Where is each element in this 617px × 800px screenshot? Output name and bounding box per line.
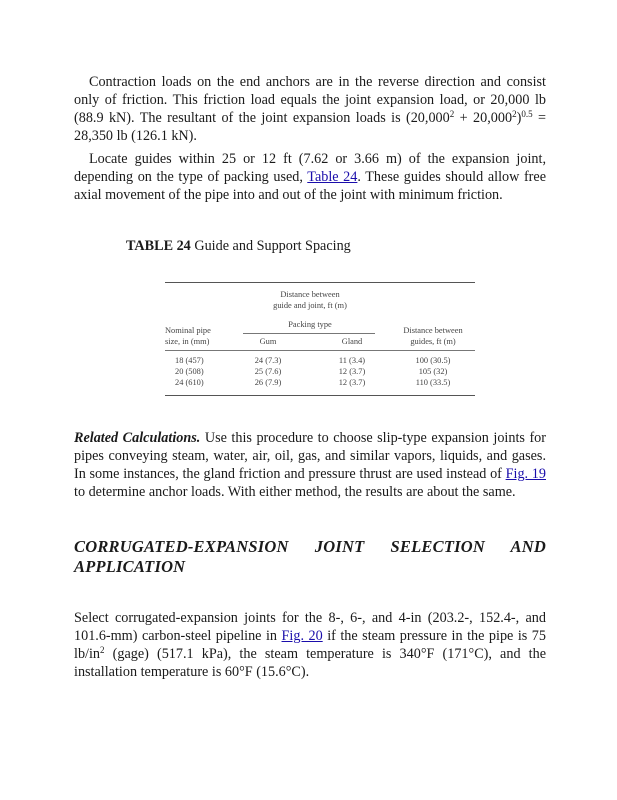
table-bottom-rule — [165, 395, 475, 396]
paragraph-related-calculations — [74, 429, 546, 501]
row2-nominal: 20 (508) — [175, 367, 204, 376]
paragraph-locate-guides — [74, 150, 546, 204]
fig-20-link[interactable]: Fig. 20 — [281, 628, 323, 644]
header-distance-guide-line1: Distance between — [280, 290, 340, 299]
section-heading-line1: CORRUGATED-EXPANSION JOINT SELECTION AND — [74, 537, 546, 556]
para1-sup-b: 2 — [512, 109, 517, 119]
para2-text-b: . These guides should allow free axial movement of the pipe into and out of the joint with minimum friction. — [74, 169, 546, 203]
row2-guides: 105 (32) — [418, 367, 448, 376]
header-distance-guide-line2: guide and joint, ft (m) — [273, 301, 347, 310]
header-nominal-line2: size, in (mm) — [165, 337, 210, 346]
row3-gum: 26 (7.9) — [254, 378, 282, 387]
para4-text-c: (gage) (517.1 kPa), the steam temperature is 340°F (171°C), and the installation temperature is 60°F (15.6°C). — [74, 646, 546, 680]
header-nominal-line1: Nominal pipe — [165, 326, 211, 335]
para1-text-c: ) — [516, 110, 522, 126]
table-caption — [126, 237, 351, 255]
paragraph-select-joints — [74, 609, 546, 681]
related-calculations-lead: Related Calculations. — [74, 430, 201, 446]
para1-text-b: + 20,000 — [454, 110, 513, 126]
para4-text-a: Select corrugated-expansion joints for the 8-, 6-, and 4-in (203.2-, 152.4-, and 101.6-mm) carbon-steel pipeline in — [74, 610, 546, 644]
para1-sup-a: 2 — [449, 109, 455, 119]
fig-19-link[interactable]: Fig. 19 — [505, 466, 546, 482]
table-caption-title: Guide and Support Spacing — [190, 238, 351, 254]
header-gland: Gland — [341, 337, 363, 346]
para3-text-b: to determine anchor loads. With either method, the results are about the same. — [74, 484, 516, 500]
para4-sup: 2 — [100, 645, 105, 655]
para1-text-a: Contraction loads on the end anchors are in the reverse direction and consist only of friction. This friction load equals the joint expansion load, or 20,000 lb (88.9 kN). The resultant of the joint expansion loads is (20,000 — [74, 74, 546, 126]
table-caption-label: TABLE 24 — [126, 238, 191, 254]
row2-gland: 12 (3.7) — [338, 367, 366, 376]
row3-guides: 110 (33.5) — [415, 378, 451, 387]
header-bottom-rule — [165, 350, 475, 351]
row1-gum: 24 (7.3) — [254, 356, 282, 365]
section-heading-line2: APPLICATION — [74, 557, 186, 576]
row1-guides: 100 (30.5) — [415, 356, 451, 365]
header-distance-guides-line1: Distance between — [403, 326, 463, 335]
para2-text-a: Locate guides within 25 or 12 ft (7.62 or 3.66 m) of the expansion joint, depending on the type of packing used, — [74, 151, 546, 185]
row3-gland: 12 (3.7) — [338, 378, 366, 387]
header-gum: Gum — [259, 337, 277, 346]
row1-gland: 11 (3.4) — [338, 356, 366, 365]
para3-text-a: Use this procedure to choose slip-type expansion joints for pipes conveying steam, water, air, oil, gas, and similar vapors, liquids, and gases. In some instances, the gland friction and pressure thrust are used instead of — [74, 430, 546, 482]
row1-nominal: 18 (457) — [175, 356, 204, 365]
para1-text-d: = 28,350 lb (126.1 kN). — [74, 110, 546, 144]
section-heading — [74, 537, 546, 577]
packing-type-rule — [243, 333, 375, 334]
para4-text-b: if the steam pressure in the pipe is 75 lb/in — [74, 628, 546, 662]
row3-nominal: 24 (610) — [175, 378, 204, 387]
guide-support-spacing-table — [165, 282, 475, 398]
header-packing-type: Packing type — [288, 320, 332, 329]
row2-gum: 25 (7.6) — [254, 367, 282, 376]
header-distance-guides-line2: guides, ft (m) — [410, 337, 456, 346]
table-24-link[interactable]: Table 24 — [307, 169, 358, 185]
para1-sup-c: 0.5 — [521, 109, 533, 119]
paragraph-contraction-loads — [74, 73, 546, 145]
table-top-rule — [165, 282, 475, 283]
